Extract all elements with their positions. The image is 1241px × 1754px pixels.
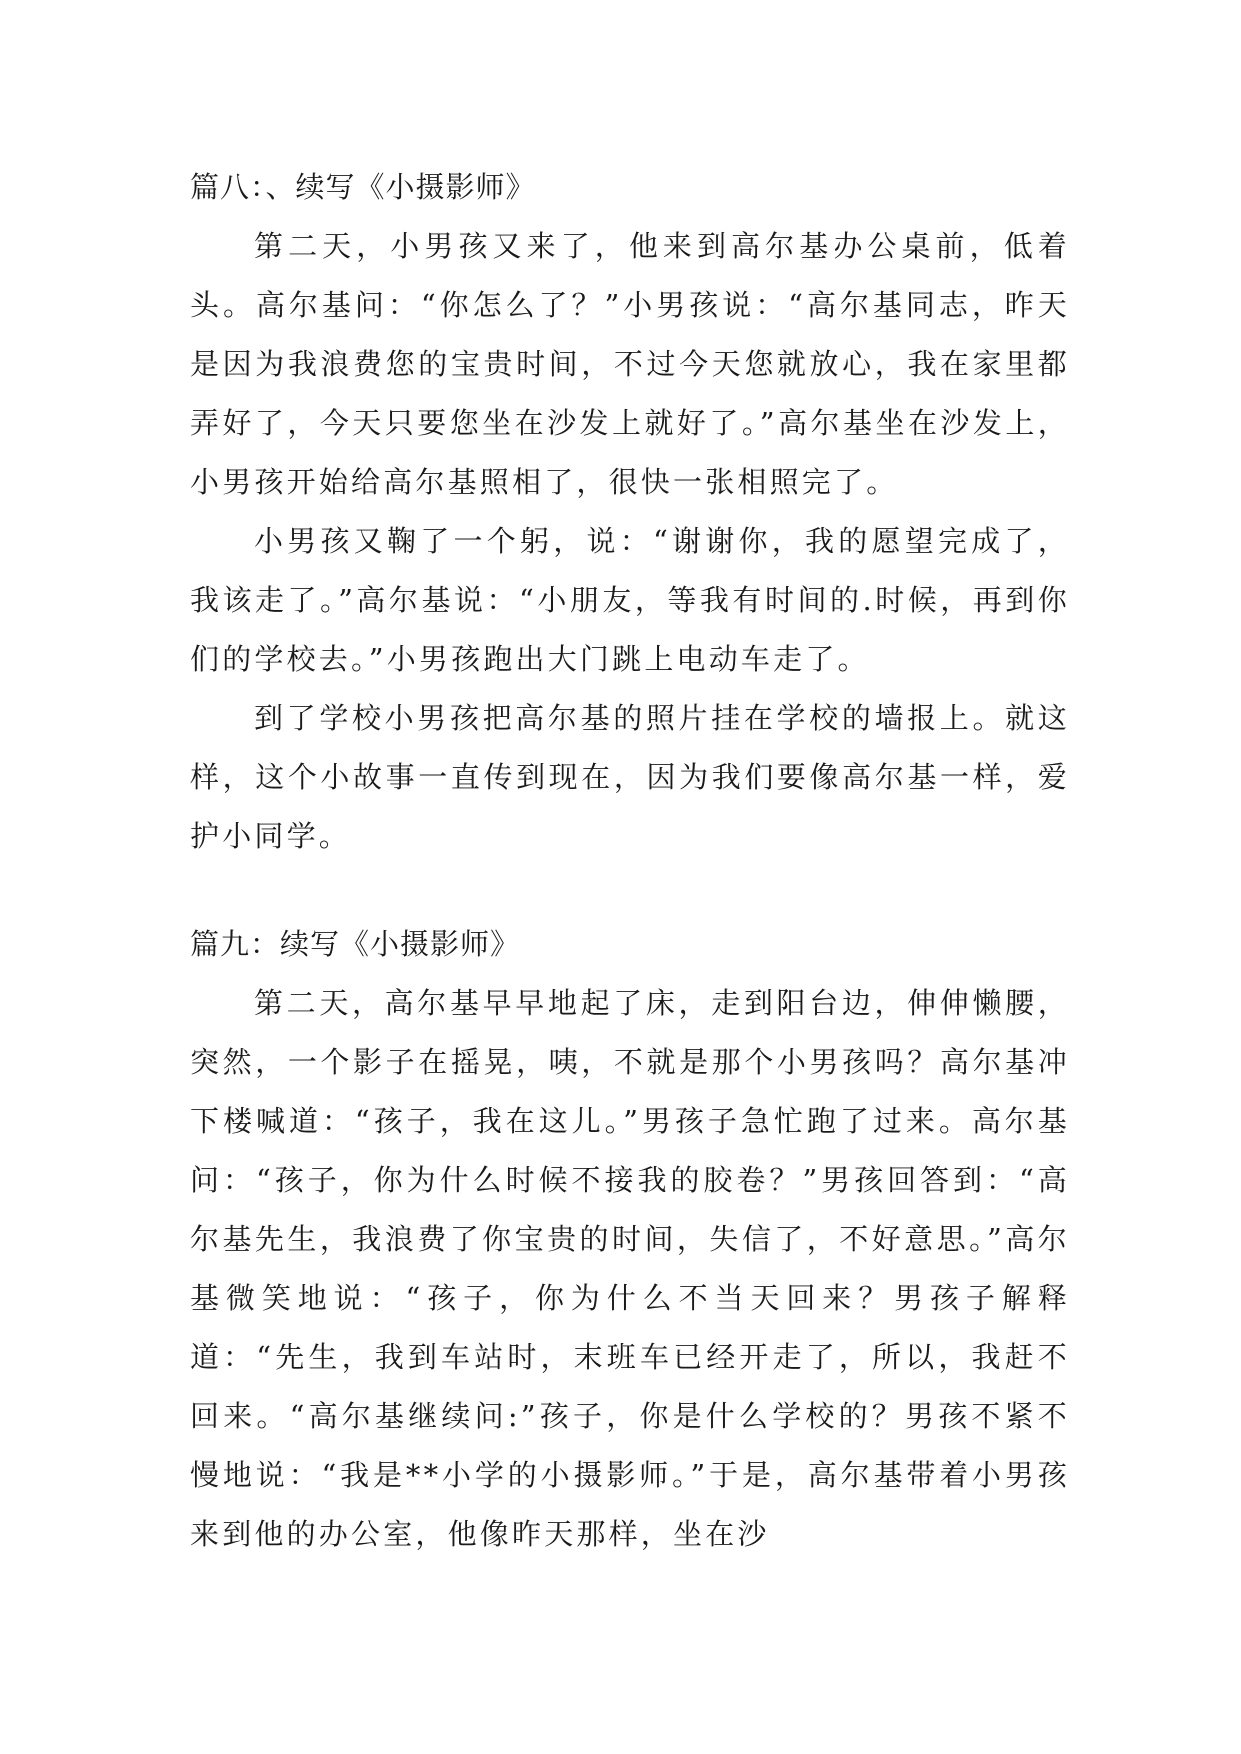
paragraph: 第二天，小男孩又来了，他来到高尔基办公桌前，低着头。高尔基问：“你怎么了？”小男孩说：“高尔基同志，昨天是因为我浪费您的宝贵时间，不过今天您就放心，我在家里都弄好了，今天只要您坐在沙发上就好了。”高尔基坐在沙发上，小男孩开始给高尔基照相了，很快一张相照完了。 bbox=[190, 229, 1070, 499]
section-title: 篇九：续写《小摄影师》 bbox=[190, 927, 521, 961]
paragraph: 第二天，高尔基早早地起了床，走到阳台边，伸伸懒腰，突然，一个影子在摇晃，咦，不就是那个小男孩吗？高尔基冲下楼喊道：“孩子，我在这儿。”男孩子急忙跑了过来。高尔基问：“孩子，你为什么时候不接我的胶卷？”男孩回答到：“高尔基先生，我浪费了你宝贵的时间，失信了，不好意思。”高尔基微笑地说：“孩子，你为什么不当天回来？男孩子解释道：“先生，我到车站时，末班车已经开走了，所以，我赶不回来。“高尔基继续问:”孩子，你是什么学校的？男孩不紧不慢地说：“我是**小学的小摄影师。”于是，高尔基带着小男孩来到他的办公室，他像昨天那样，坐在沙 bbox=[190, 986, 1071, 1551]
section-eight bbox=[190, 158, 1070, 866]
paragraph: 到了学校小男孩把高尔基的照片挂在学校的墙报上。就这样，这个小故事一直传到现在，因为我们要像高尔基一样，爱护小同学。 bbox=[190, 701, 1070, 853]
paragraph: 小男孩又鞠了一个躬，说：“谢谢你，我的愿望完成了，我该走了。”高尔基说：“小朋友，等我有时间的.时候，再到你们的学校去。”小男孩跑出大门跳上电动车走了。 bbox=[190, 524, 1070, 676]
section-nine bbox=[190, 915, 1070, 1564]
section-title: 篇八：、续写《小摄影师》 bbox=[190, 170, 536, 204]
